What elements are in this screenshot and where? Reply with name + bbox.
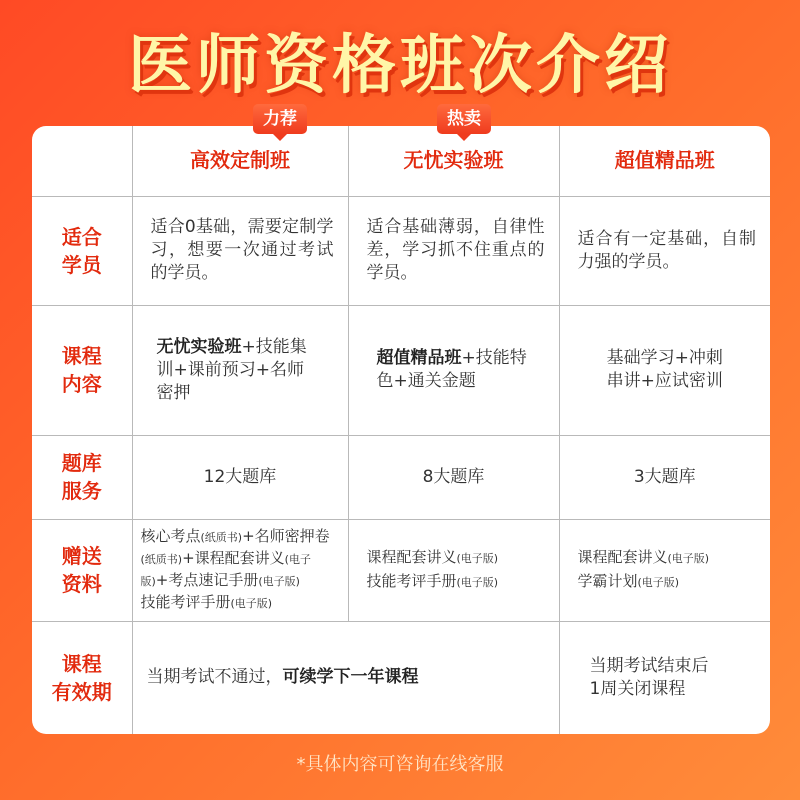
- cell-content-worry-free: 超值精品班+技能特色+通关金题: [348, 305, 559, 435]
- table-row-question-bank: [32, 435, 770, 519]
- cell-suitable-custom: 适合0基础，需要定制学习，想要一次通过考试的学员。: [132, 196, 348, 305]
- cell-bank-worry-free: 8大题库: [348, 435, 559, 519]
- table-row-suitable: [32, 196, 770, 305]
- cell-suitable-worry-free: 适合基础薄弱，自律性差，学习抓不住重点的学员。: [348, 196, 559, 305]
- row-header-suitable: 适合 学员: [32, 196, 132, 305]
- table-row-content: [32, 305, 770, 435]
- cell-gifts-worry-free: 课程配套讲义(电子版) 技能考评手册(电子版): [348, 519, 559, 621]
- cell-validity-premium: 当期考试结束后 1周关闭课程: [559, 621, 770, 734]
- cell-gifts-custom: 核心考点(纸质书)+名师密押卷(纸质书)+课程配套讲义(电子版)+考点速记手册(电子版) 技能考评手册(电子版): [132, 519, 348, 621]
- hot-sale-badge: 热卖: [437, 104, 491, 134]
- class-comparison-table: [32, 126, 770, 734]
- cell-suitable-premium: 适合有一定基础，自制力强的学员。: [559, 196, 770, 305]
- column-header-worry-free-class: 无忧实验班: [348, 126, 559, 196]
- row-header-gifts: 赠送 资料: [32, 519, 132, 621]
- comparison-card: [32, 126, 770, 734]
- recommend-badge: 力荐: [253, 104, 307, 134]
- table-row-gifts: [32, 519, 770, 621]
- footer-note: *具体内容可咨询在线客服: [296, 754, 504, 775]
- page-title: 医师资格班次介绍: [128, 29, 672, 103]
- column-header-custom-class: 高效定制班: [132, 126, 348, 196]
- cell-content-custom: 无忧实验班+技能集训+课前预习+名师密押: [132, 305, 348, 435]
- row-header-content: 课程 内容: [32, 305, 132, 435]
- cell-bank-premium: 3大题库: [559, 435, 770, 519]
- header-row: [32, 126, 770, 196]
- cell-validity-custom-and-worry-free: 当期考试不通过，可续学下一年课程: [132, 621, 559, 734]
- cell-content-premium: 基础学习+冲刺 串讲+应试密训: [559, 305, 770, 435]
- row-header-validity: 课程 有效期: [32, 621, 132, 734]
- corner-cell: [32, 126, 132, 196]
- table-row-validity: [32, 621, 770, 734]
- cell-bank-custom: 12大题库: [132, 435, 348, 519]
- row-header-question-bank: 题库 服务: [32, 435, 132, 519]
- cell-gifts-premium: 课程配套讲义(电子版) 学霸计划(电子版): [559, 519, 770, 621]
- column-header-premium-class: 超值精品班: [559, 126, 770, 196]
